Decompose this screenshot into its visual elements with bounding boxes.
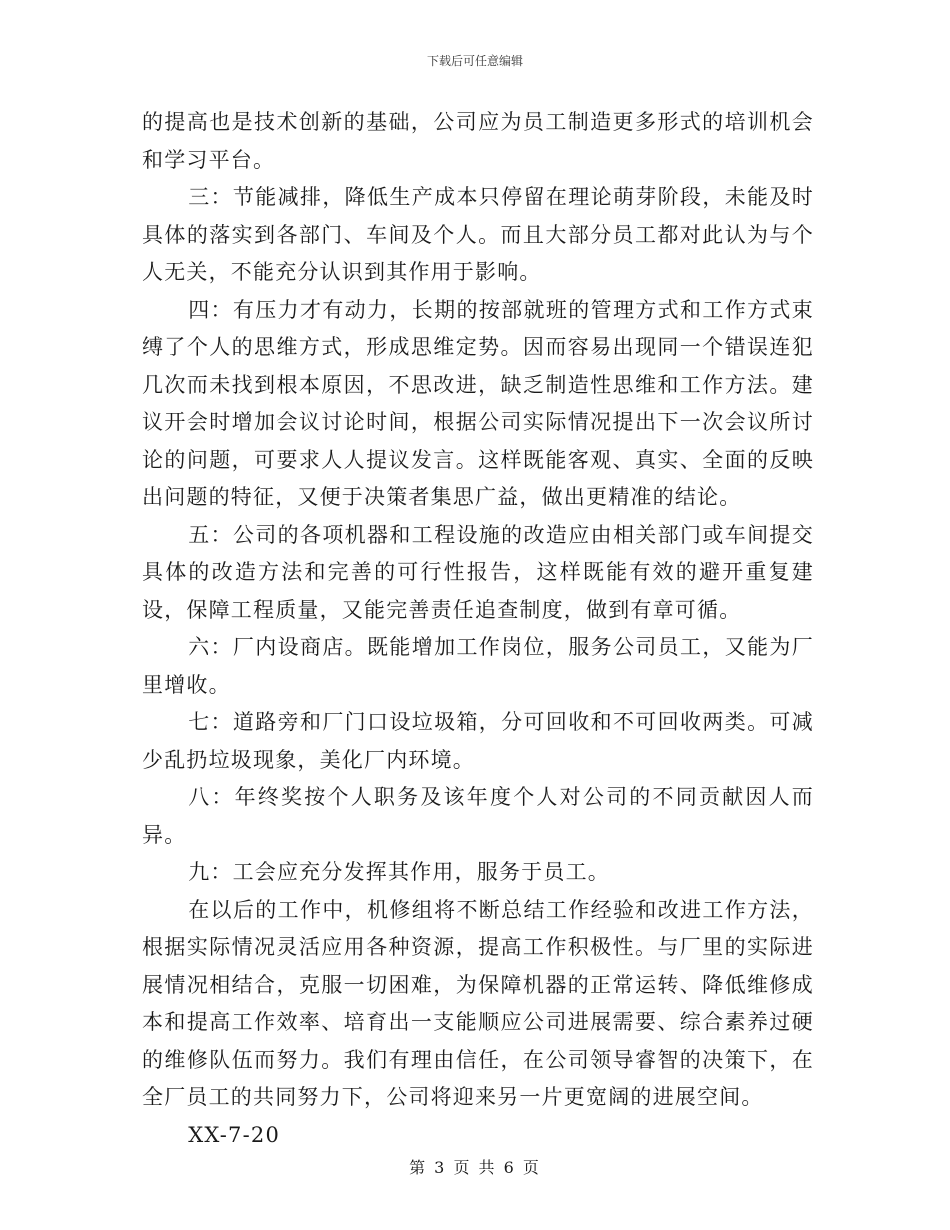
document-body [142, 104, 814, 1154]
item-paragraph-9: 九：工会应充分发挥其作用，服务于员工。 [188, 860, 610, 884]
continuation-paragraph: 的提高也是技术创新的基础，公司应为员工制造更多形式的培训机会和学习平台。 [142, 110, 814, 172]
document-date: XX-7-20 [188, 1122, 281, 1147]
page-number-footer: 第 3 页 共 6 页 [409, 1158, 541, 1177]
item-paragraph-4: 四：有压力才有动力，长期的按部就班的管理方式和工作方式束缚了个人的思维方式，形成思维定势。因而容易出现同一个错误连犯几次而未找到根本原因，不思改进，缺乏制造性思维和工作方法。建议开会时增加会议讨论时间，根据公司实际情况提出下一次会议所讨论的问题，可要求人人提议发言。这样既能客观、真实、全面的反映出问题的特征，又便于决策者集思广益，做出更精准的结论。 [142, 297, 814, 509]
item-paragraph-8: 八：年终奖按个人职务及该年度个人对公司的不同贡献因人而异。 [142, 785, 814, 847]
item-paragraph-7: 七：道路旁和厂门口设垃圾箱，分可回收和不可回收两类。可减少乱扔垃圾现象，美化厂内环境。 [142, 710, 814, 772]
item-paragraph-3: 三：节能减排，降低生产成本只停留在理论萌芽阶段，未能及时具体的落实到各部门、车间及个人。而且大部分员工都对此认为与个人无关，不能充分认识到其作用于影响。 [142, 185, 814, 284]
item-paragraph-5: 五：公司的各项机器和工程设施的改造应由相关部门或车间提交具体的改造方法和完善的可行性报告，这样既能有效的避开重复建设，保障工程质量，又能完善责任追查制度，做到有章可循。 [142, 522, 814, 622]
item-paragraph-6: 六：厂内设商店。既能增加工作岗位，服务公司员工，又能为厂里增收。 [142, 635, 814, 697]
page-header-note: 下载后可任意编辑 [426, 54, 523, 68]
conclusion-paragraph: 在以后的工作中，机修组将不断总结工作经验和改进工作方法，根据实际情况灵活应用各种资源，提高工作积极性。与厂里的实际进展情况相结合，克服一切困难，为保障机器的正常运转、降低维修成本和提高工作效率、培育出一支能顺应公司进展需要、综合素养过硬的维修队伍而努力。我们有理由信任，在公司领导睿智的决策下，在全厂员工的共同努力下，公司将迎来另一片更宽阔的进展空间。 [142, 897, 814, 1109]
